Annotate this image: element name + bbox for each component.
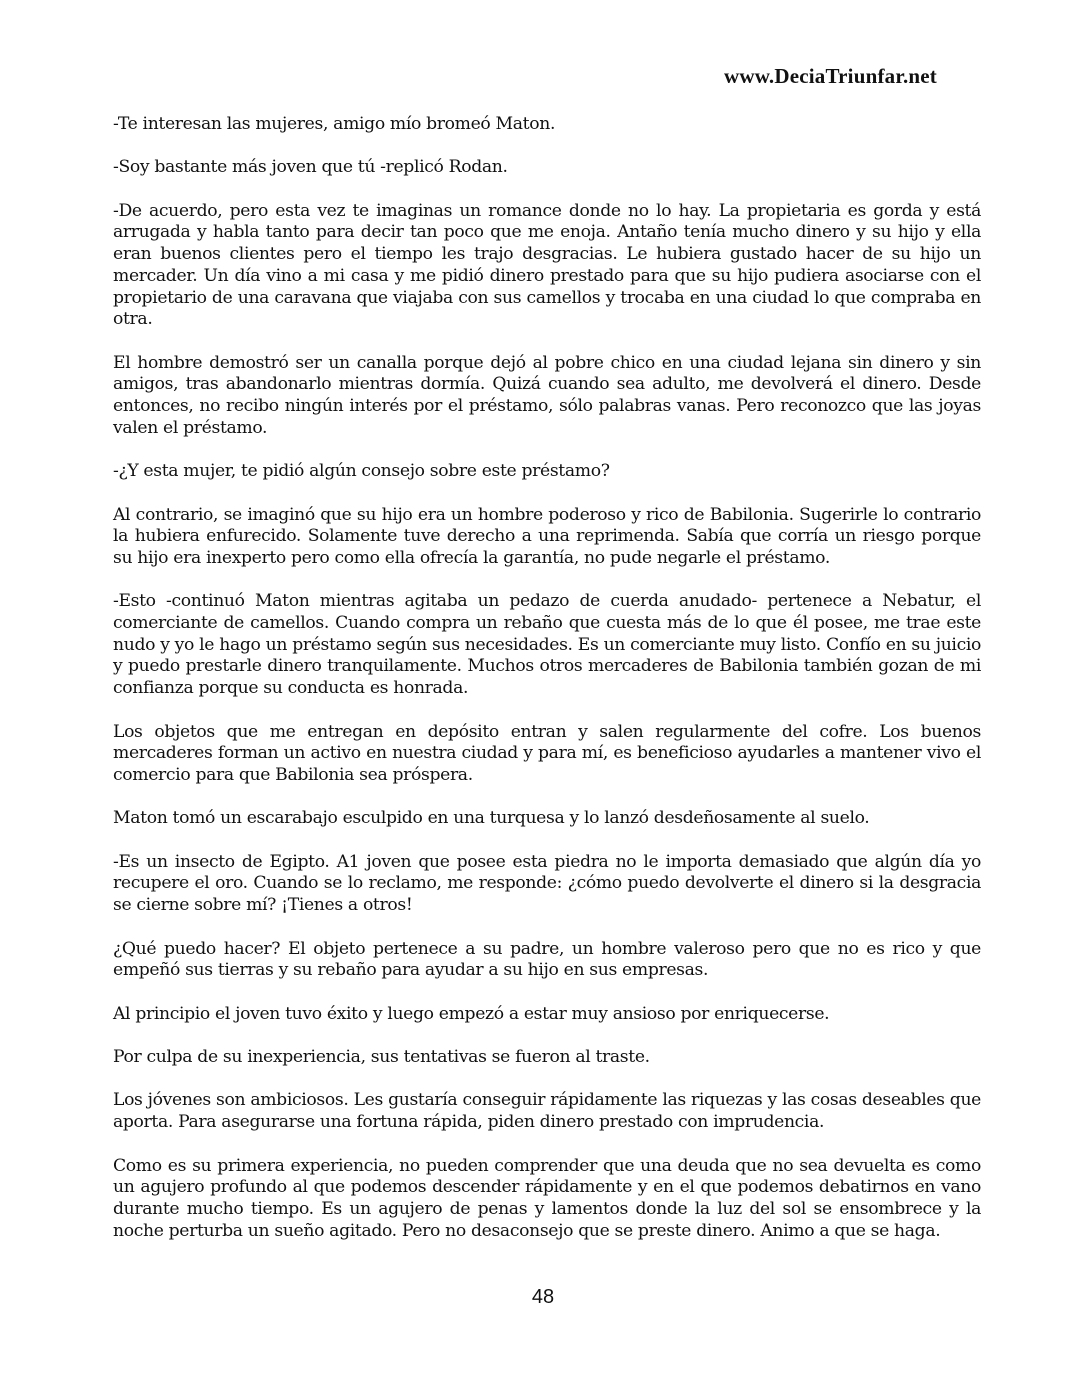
page-number: 48 [531, 1286, 555, 1308]
paragraph: ¿Qué puedo hacer? El objeto pertenece a su padre, un hombre valeroso pero que no es rico y que empeñó sus tierras y su rebaño para ayudar a su hijo en sus empresas. [113, 938, 981, 981]
paragraph: Los objetos que me entregan en depósito entran y salen regularmente del cofre. Los buenos mercaderes forman un activo en nuestra ciudad y para mí, es beneficioso ayudarles a mantener vivo el comercio para que Babilonia sea próspera. [113, 721, 981, 785]
paragraph: -De acuerdo, pero esta vez te imaginas un romance donde no lo hay. La propietaria es gorda y está arrugada y habla tanto para decir tan poco que me enoja. Antaño tenía mucho dinero y su hijo y ella eran buenos clientes pero el tiempo les trajo desgracias. Le hubiera gustado hacer de su hijo un mercader. Un día vino a mi casa y me pidió dinero prestado para que su hijo pudiera asociarse con el propietario de una caravana que viajaba con sus camellos y trocaba en una ciudad lo que compraba en otra. [113, 200, 981, 330]
paragraph: -Es un insecto de Egipto. A1 joven que posee esta piedra no le importa demasiado que algún día yo recupere el oro. Cuando se lo reclamo, me responde: ¿cómo puedo devolverte el dinero si la desgracia se cierne sobre mí? ¡Tienes a otros! [113, 851, 981, 916]
site-header: www.DeciaTriunfar.net [723, 64, 937, 88]
paragraph: Al principio el joven tuvo éxito y luego empezó a estar muy ansioso por enriquecerse. [113, 1003, 830, 1024]
paragraph: -Esto -continuó Maton mientras agitaba un pedazo de cuerda anudado- pertenece a Nebatur, el comerciante de camellos. Cuando compra un rebaño que cuesta más de lo que él posee, me trae este nudo y yo le hago un préstamo según sus necesidades. Es un comerciante muy listo. Confío en su juicio y puedo prestarle dinero tranquilamente. Muchos otros mercaderes de Babilonia también gozan de mi confianza porque su conducta es honrada. [113, 591, 981, 699]
paragraph: El hombre demostró ser un canalla porque dejó al pobre chico en una ciudad lejana sin dinero y sin amigos, tras abandonarlo mientras dormía. Quizá cuando sea adulto, me devolverá el dinero. Desde entonces, no recibo ningún interés por el préstamo, sólo palabras vanas. Pero reconozco que las joyas valen el préstamo. [113, 352, 981, 438]
paragraph: Como es su primera experiencia, no pueden comprender que una deuda que no sea devuelta es como un agujero profundo al que podemos descender rápidamente y en el que podemos debatirnos en vano durante mucho tiempo. Es un agujero de penas y lamentos donde la luz del sol se ensombrece y la noche perturba un sueño agitado. Pero no desaconsejo que se preste dinero. Animo a que se haga. [113, 1155, 981, 1241]
paragraph: Por culpa de su inexperiencia, sus tentativas se fueron al traste. [113, 1047, 650, 1068]
body-text [113, 114, 981, 1264]
paragraph: -Soy bastante más joven que tú -replicó Rodan. [113, 157, 508, 178]
paragraph: Al contrario, se imaginó que su hijo era un hombre poderoso y rico de Babilonia. Sugerirle lo contrario la hubiera enfurecido. Solamente tuve derecho a una reprimenda. Sabía que corría un riesgo porque su hijo era inexperto pero como ella ofrecía la garantía, no pude negarle el préstamo. [113, 504, 981, 568]
paragraph: Los jóvenes son ambiciosos. Les gustaría conseguir rápidamente las riquezas y las cosas deseables que aporta. Para asegurarse una fortuna rápida, piden dinero prestado con imprudencia. [113, 1090, 981, 1133]
paragraph: -Te interesan las mujeres, amigo mío bromeó Maton. [113, 114, 556, 134]
paragraph: Maton tomó un escarabajo esculpido en una turquesa y lo lanzó desdeñosamente al suelo. [113, 808, 870, 829]
paragraph: -¿Y esta mujer, te pidió algún consejo sobre este préstamo? [113, 461, 610, 482]
